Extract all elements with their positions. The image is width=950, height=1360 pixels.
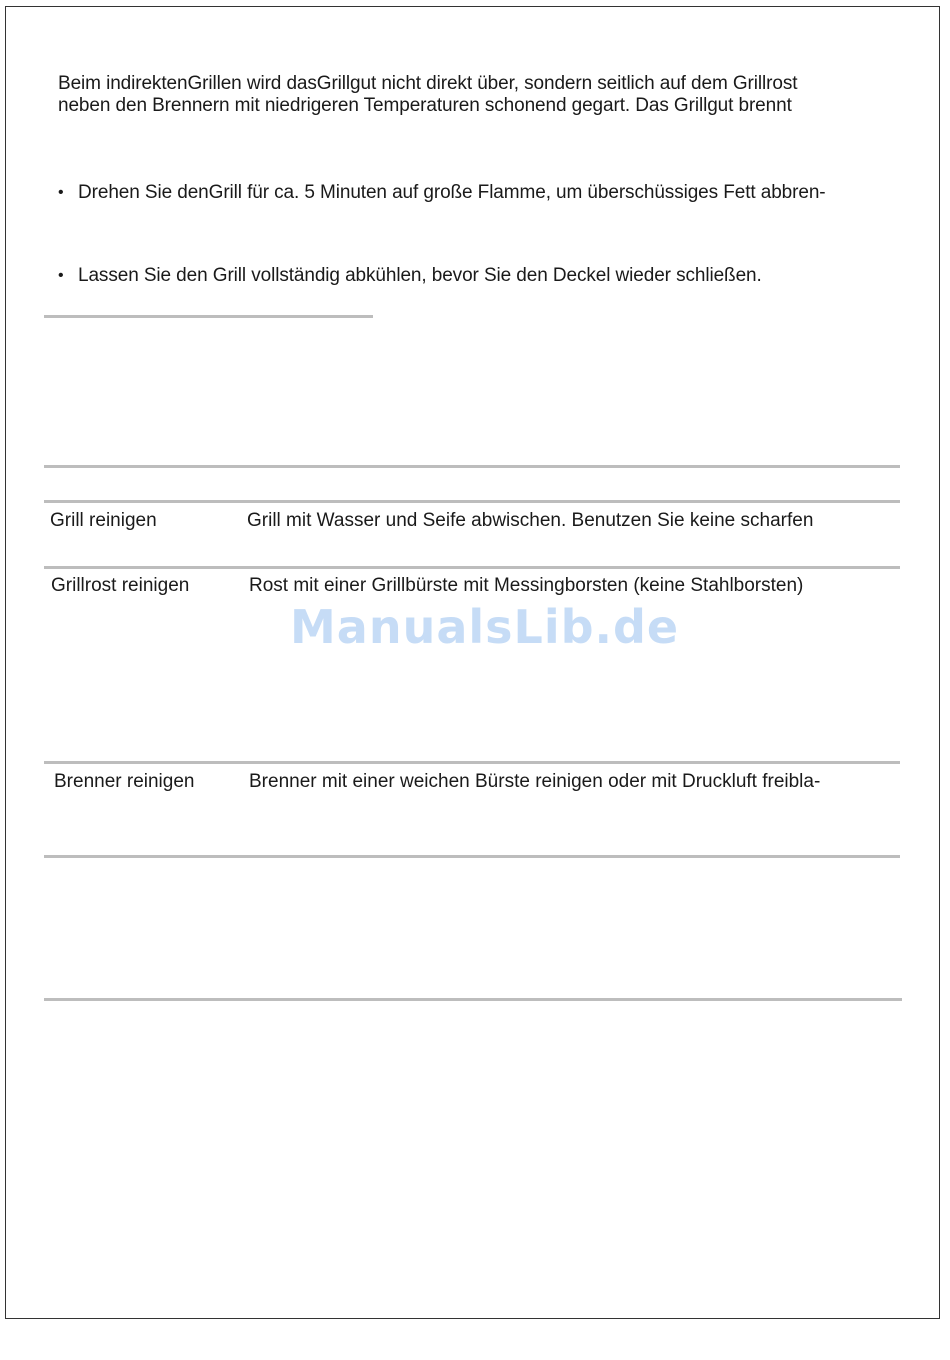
table-cell-task: Grill reinigen	[50, 510, 157, 531]
table-row-divider	[44, 855, 900, 858]
section-divider	[44, 315, 373, 318]
table-cell-instruction: Brenner mit einer weichen Bürste reinigen oder mit Druckluft freibla-	[249, 771, 821, 792]
bullet-marker: •	[58, 184, 64, 201]
table-cell-instruction: Rost mit einer Grillbürste mit Messingborsten (keine Stahlborsten)	[249, 575, 804, 596]
intro-line-1: Beim indirektenGrillen wird dasGrillgut nicht direkt über, sondern seitlich auf dem Grillrost	[58, 73, 798, 94]
table-top-rule	[44, 465, 900, 468]
table-cell-instruction: Grill mit Wasser und Seife abwischen. Benutzen Sie keine scharfen	[247, 510, 814, 531]
bullet-item-1: Drehen Sie denGrill für ca. 5 Minuten auf große Flamme, um überschüssiges Fett abbren-	[78, 182, 826, 203]
table-cell-task: Brenner reinigen	[54, 771, 195, 792]
table-cell-task: Grillrost reinigen	[51, 575, 190, 596]
table-bottom-rule	[44, 998, 902, 1001]
table-row-divider	[44, 761, 900, 764]
watermark-logo: ManualsLib.de	[290, 600, 680, 654]
bullet-marker: •	[58, 267, 64, 284]
bullet-item-2: Lassen Sie den Grill vollständig abkühlen, bevor Sie den Deckel wieder schließen.	[78, 265, 762, 286]
table-row-divider	[44, 566, 900, 569]
table-header-rule	[44, 500, 900, 503]
intro-line-2: neben den Brennern mit niedrigeren Temperaturen schonend gegart. Das Grillgut brennt	[58, 95, 792, 116]
